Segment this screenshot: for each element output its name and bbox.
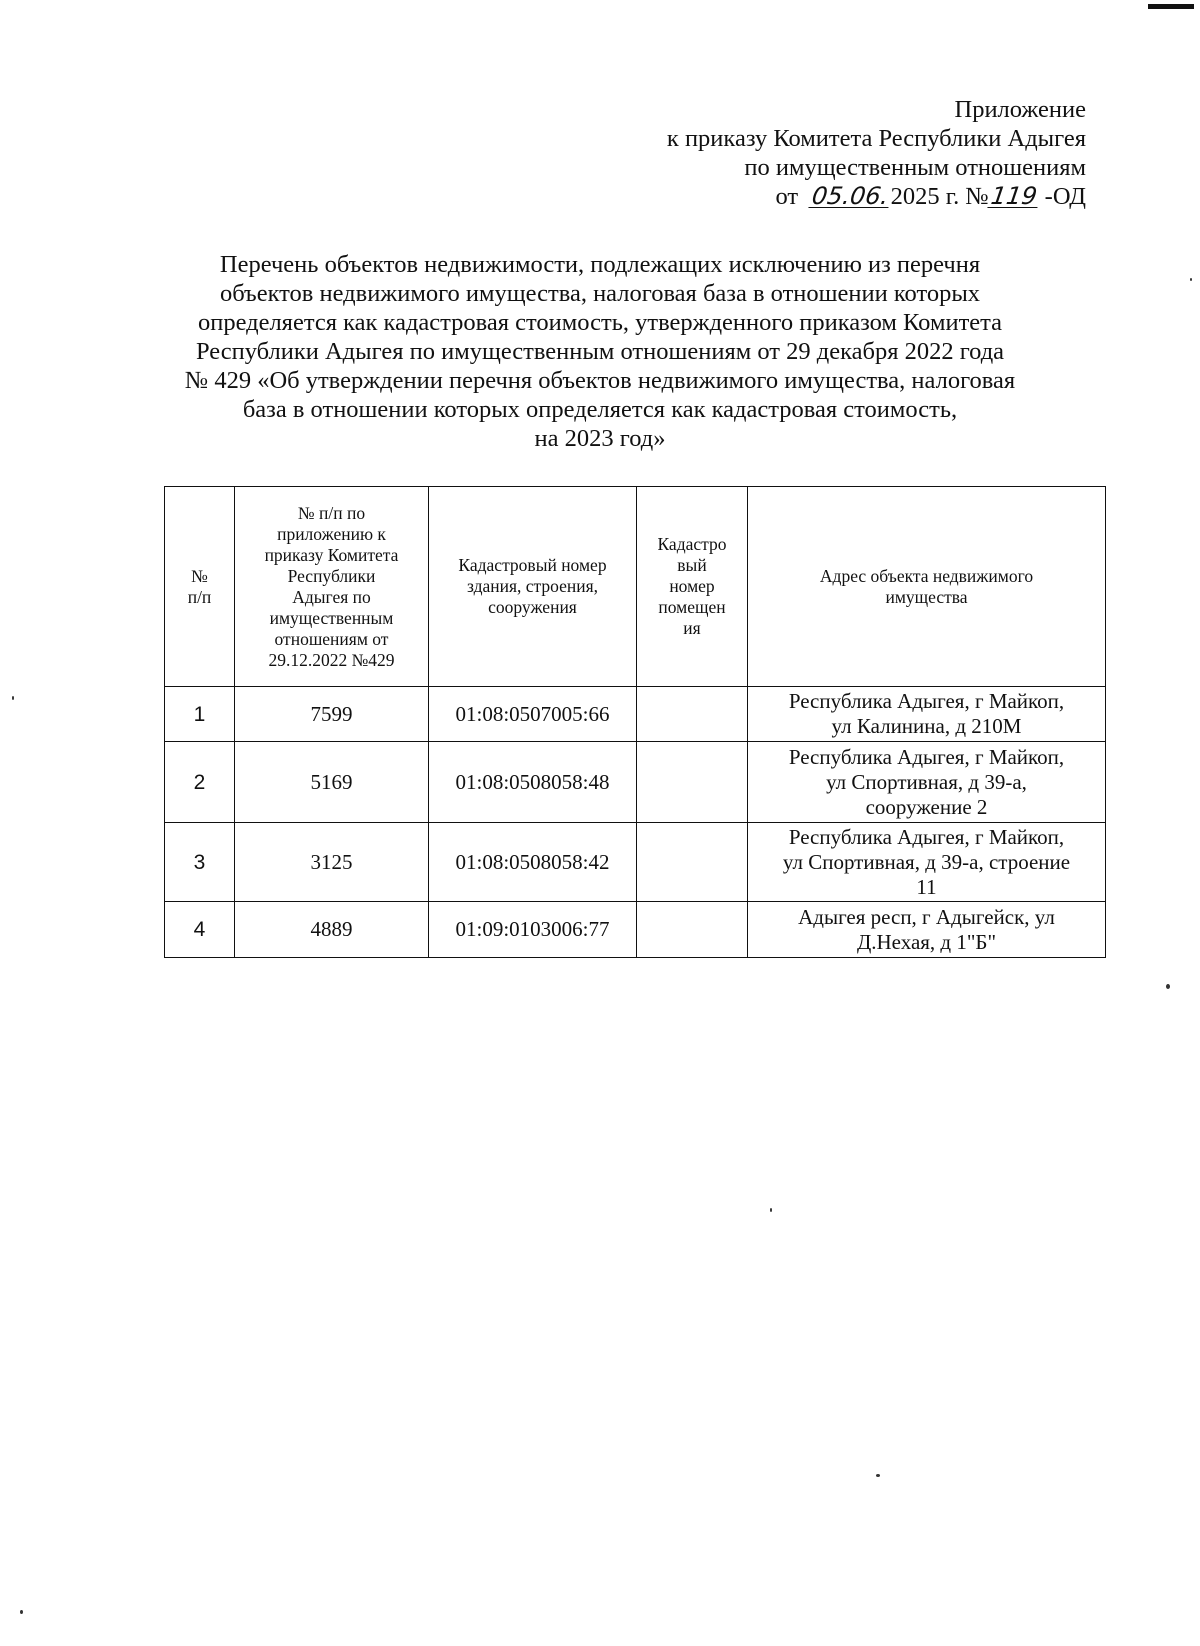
table-row [165, 902, 1106, 958]
address-line: ул Спортивная, д 39-а, [826, 769, 1027, 794]
scan-speck [1166, 984, 1170, 989]
room-cadastral-number [637, 902, 748, 958]
header-line: Кадастровый номер [458, 555, 607, 575]
table-row [165, 823, 1106, 902]
row-number: 4 [165, 902, 235, 958]
table-row [165, 687, 1106, 742]
header-line: 29.12.2022 №429 [268, 649, 395, 670]
address [748, 742, 1106, 823]
header-reference-number [235, 487, 429, 687]
address-line: ул Калинина, д 210М [831, 714, 1022, 738]
room-cadastral-number [637, 687, 748, 742]
table-row [165, 742, 1106, 823]
address-line: Адыгея респ, г Адыгейск, ул [798, 904, 1055, 929]
header-cadastral-building [429, 487, 637, 687]
header-line: Кадастро [657, 534, 727, 554]
scan-speck [20, 1610, 23, 1614]
header-line: Адыгея по [292, 586, 371, 607]
reference-number: 5169 [235, 742, 429, 823]
document-title [150, 250, 1050, 453]
title-line: определяется как кадастровая стоимость, утвержденного приказом Комитета [197, 309, 1003, 336]
scan-speck [770, 1208, 772, 1212]
appendix-label: Приложение [954, 96, 1086, 123]
header-line: сооружения [488, 597, 577, 617]
row-number: 2 [165, 742, 235, 823]
scan-speck [12, 696, 14, 700]
header-line: п/п [187, 586, 212, 607]
date-prefix: от [775, 183, 799, 210]
appendix-date-line [667, 182, 1086, 211]
room-cadastral-number [637, 823, 748, 902]
address-line: Республика Адыгея, г Майкоп, [788, 824, 1065, 849]
title-line: объектов недвижимого имущества, налоговая база в отношении которых [219, 280, 981, 307]
header-line: имущественным [269, 607, 394, 628]
address-line: Республика Адыгея, г Майкоп, [788, 689, 1065, 713]
address-line: ул Спортивная, д 39-а, строение [782, 849, 1071, 874]
address [748, 823, 1106, 902]
address [748, 687, 1106, 742]
header-line: приказу Комитета [264, 544, 399, 565]
objects-table [164, 486, 1106, 958]
header-line: № п/п по [297, 502, 366, 523]
year-text: 2025 г. № [890, 183, 989, 210]
header-line: имущества [885, 586, 968, 607]
header-line: Республики [287, 565, 376, 586]
row-number: 1 [165, 687, 235, 742]
cadastral-number: 01:09:0103006:77 [429, 902, 637, 958]
table-header-row [165, 487, 1106, 687]
header-address [748, 487, 1106, 687]
reference-number: 4889 [235, 902, 429, 958]
address-line: Д.Нехая, д 1"Б" [856, 929, 997, 954]
title-line: Перечень объектов недвижимости, подлежащих исключению из перечня [219, 251, 981, 278]
title-line: на 2023 год» [534, 425, 666, 452]
order-number-suffix: -ОД [1044, 183, 1086, 210]
reference-number: 3125 [235, 823, 429, 902]
title-line: Республики Адыгея по имущественным отношениям от 29 декабря 2022 года [195, 338, 1005, 365]
header-cadastral-room [637, 487, 748, 687]
handwritten-order-number: 119 [988, 182, 1039, 210]
appendix-committee: по имущественным отношениям [744, 154, 1086, 181]
scan-edge-mark [1148, 4, 1194, 9]
header-line: вый [677, 555, 707, 575]
reference-number: 7599 [235, 687, 429, 742]
cadastral-number: 01:08:0508058:48 [429, 742, 637, 823]
title-line: база в отношении которых определяется как кадастровая стоимость, [242, 396, 958, 423]
header-row-number [165, 487, 235, 687]
address-line: 11 [916, 874, 937, 899]
title-line: № 429 «Об утверждении перечня объектов недвижимого имущества, налоговая [184, 367, 1016, 394]
room-cadastral-number [637, 742, 748, 823]
cadastral-number: 01:08:0507005:66 [429, 687, 637, 742]
address [748, 902, 1106, 958]
header-line: помещен [658, 597, 726, 617]
appendix-header [667, 95, 1086, 211]
header-line: здания, строения, [466, 576, 599, 596]
address-line: Республика Адыгея, г Майкоп, [788, 744, 1065, 769]
scan-speck [1190, 278, 1192, 281]
header-line: отношениям от [274, 628, 389, 649]
header-line: номер [669, 576, 715, 596]
handwritten-date: 05.06. [810, 182, 891, 210]
header-line: Адрес объекта недвижимого [819, 565, 1034, 586]
header-line: № [191, 565, 208, 586]
cadastral-number: 01:08:0508058:42 [429, 823, 637, 902]
scan-speck [876, 1474, 880, 1477]
row-number: 3 [165, 823, 235, 902]
appendix-order-ref: к приказу Комитета Республики Адыгея [666, 125, 1086, 152]
header-line: приложению к [277, 523, 386, 544]
address-line: сооружение 2 [865, 794, 988, 819]
header-line: ия [683, 618, 701, 638]
